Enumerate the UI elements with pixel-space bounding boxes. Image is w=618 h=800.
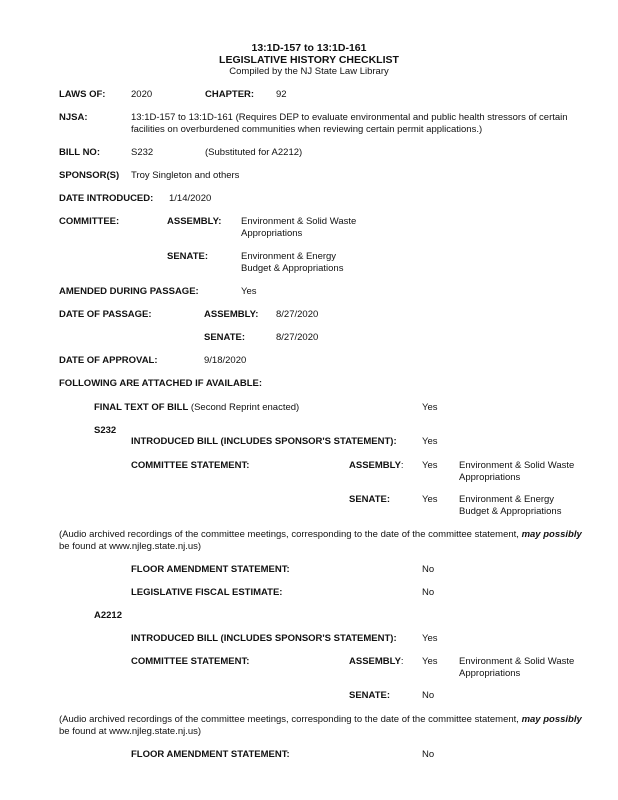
a2212-introduced-label: INTRODUCED BILL (INCLUDES SPONSOR'S STATEMENT):	[131, 633, 397, 644]
s232-floor-value: No	[422, 564, 435, 575]
title-line-1: 13:1D-157 to 13:1D-161	[251, 42, 367, 54]
bill-no-note: (Substituted for A2212)	[205, 147, 303, 158]
njsa-line-1: 13:1D-157 to 13:1D-161 (Requires DEP to evaluate environmental and public health stressors of certain	[131, 112, 568, 123]
chapter-value: 92	[276, 89, 287, 100]
audio-note-2-text: (Audio archived recordings of the committee meetings, corresponding to the date of the committee statement,	[59, 714, 522, 725]
s232-fiscal-value: No	[422, 587, 435, 598]
date-of-approval-label: DATE OF APPROVAL:	[59, 355, 158, 366]
audio-note-2-emphasis: may possibly	[521, 714, 582, 725]
laws-of-value: 2020	[131, 89, 153, 100]
s232-introduced-label: INTRODUCED BILL (INCLUDES SPONSOR'S STATEMENT):	[131, 436, 397, 447]
s232-assembly-line-2: Appropriations	[459, 472, 521, 483]
committee-senate-line-2: Budget & Appropriations	[241, 263, 344, 274]
committee-label: COMMITTEE:	[59, 216, 120, 227]
a2212-introduced-value: Yes	[422, 633, 438, 644]
final-text-row	[94, 402, 299, 414]
sponsor-value: Troy Singleton and others	[131, 170, 240, 181]
njsa-line-2: facilities on overburdened communities when reviewing certain permit applications.)	[131, 124, 483, 135]
date-introduced-value: 1/14/2020	[169, 193, 212, 204]
a2212-senate-value: No	[422, 690, 435, 701]
s232-assembly-label: ASSEMBLY	[349, 460, 401, 471]
passage-assembly-value: 8/27/2020	[276, 309, 319, 320]
bill-no-label: BILL NO:	[59, 147, 100, 158]
amended-label: AMENDED DURING PASSAGE:	[59, 286, 199, 297]
audio-note-2-line-1	[59, 714, 582, 726]
a2212-floor-label: FLOOR AMENDMENT STATEMENT:	[131, 749, 290, 760]
a2212-committee-label: COMMITTEE STATEMENT:	[131, 656, 250, 667]
passage-senate-label: SENATE:	[204, 332, 245, 343]
date-introduced-label: DATE INTRODUCED:	[59, 193, 154, 204]
s232-assembly-value: Yes	[422, 460, 438, 471]
s232-senate-line-2: Budget & Appropriations	[459, 506, 562, 517]
s232-senate-line-1: Environment & Energy	[459, 494, 555, 505]
s232-committee-label: COMMITTEE STATEMENT:	[131, 460, 250, 471]
a2212-assembly-line-1: Environment & Solid Waste	[459, 656, 575, 667]
s232-heading: S232	[94, 425, 117, 436]
bill-no-value: S232	[131, 147, 154, 158]
committee-assembly-line-1: Environment & Solid Waste	[241, 216, 357, 227]
a2212-floor-value: No	[422, 749, 435, 760]
audio-note-line-2: be found at www.njleg.state.nj.us)	[59, 541, 202, 552]
compiled-by: Compiled by the NJ State Law Library	[229, 66, 389, 77]
s232-assembly-label-row	[349, 460, 404, 472]
s232-senate-label: SENATE:	[349, 494, 390, 505]
audio-note-text: (Audio archived recordings of the committee meetings, corresponding to the date of the committee statement,	[59, 529, 522, 540]
a2212-assembly-label: ASSEMBLY	[349, 656, 401, 667]
s232-fiscal-label: LEGISLATIVE FISCAL ESTIMATE:	[131, 587, 283, 598]
a2212-assembly-line-2: Appropriations	[459, 668, 521, 679]
s232-assembly-line-1: Environment & Solid Waste	[459, 460, 575, 471]
s232-senate-value: Yes	[422, 494, 438, 505]
audio-note-emphasis: may possibly	[521, 529, 582, 540]
date-of-passage-label: DATE OF PASSAGE:	[59, 309, 152, 320]
attached-heading: FOLLOWING ARE ATTACHED IF AVAILABLE:	[59, 378, 262, 389]
final-text-label: FINAL TEXT OF BILL	[94, 402, 189, 413]
committee-assembly-label: ASSEMBLY:	[167, 216, 222, 227]
passage-assembly-label: ASSEMBLY:	[204, 309, 259, 320]
njsa-label: NJSA:	[59, 112, 88, 123]
date-of-approval-value: 9/18/2020	[204, 355, 247, 366]
sponsor-label: SPONSOR(S)	[59, 170, 120, 181]
a2212-assembly-value: Yes	[422, 656, 438, 667]
amended-value: Yes	[241, 286, 257, 297]
final-text-value: Yes	[422, 402, 438, 413]
final-text-note: (Second Reprint enacted)	[188, 402, 300, 413]
title-line-2: LEGISLATIVE HISTORY CHECKLIST	[219, 54, 399, 66]
audio-note-2-line-2: be found at www.njleg.state.nj.us)	[59, 726, 202, 737]
s232-floor-label: FLOOR AMENDMENT STATEMENT:	[131, 564, 290, 575]
committee-senate-line-1: Environment & Energy	[241, 251, 337, 262]
committee-senate-label: SENATE:	[167, 251, 208, 262]
a2212-assembly-colon: :	[400, 656, 404, 667]
s232-introduced-value: Yes	[422, 436, 438, 447]
audio-note-line-1	[59, 529, 582, 541]
passage-senate-value: 8/27/2020	[276, 332, 319, 343]
laws-of-label: LAWS OF:	[59, 89, 106, 100]
a2212-senate-label: SENATE:	[349, 690, 390, 701]
a2212-assembly-label-row	[349, 656, 404, 668]
chapter-label: CHAPTER:	[205, 89, 255, 100]
a2212-heading: A2212	[94, 610, 122, 621]
committee-assembly-line-2: Appropriations	[241, 228, 303, 239]
s232-assembly-colon: :	[400, 460, 404, 471]
